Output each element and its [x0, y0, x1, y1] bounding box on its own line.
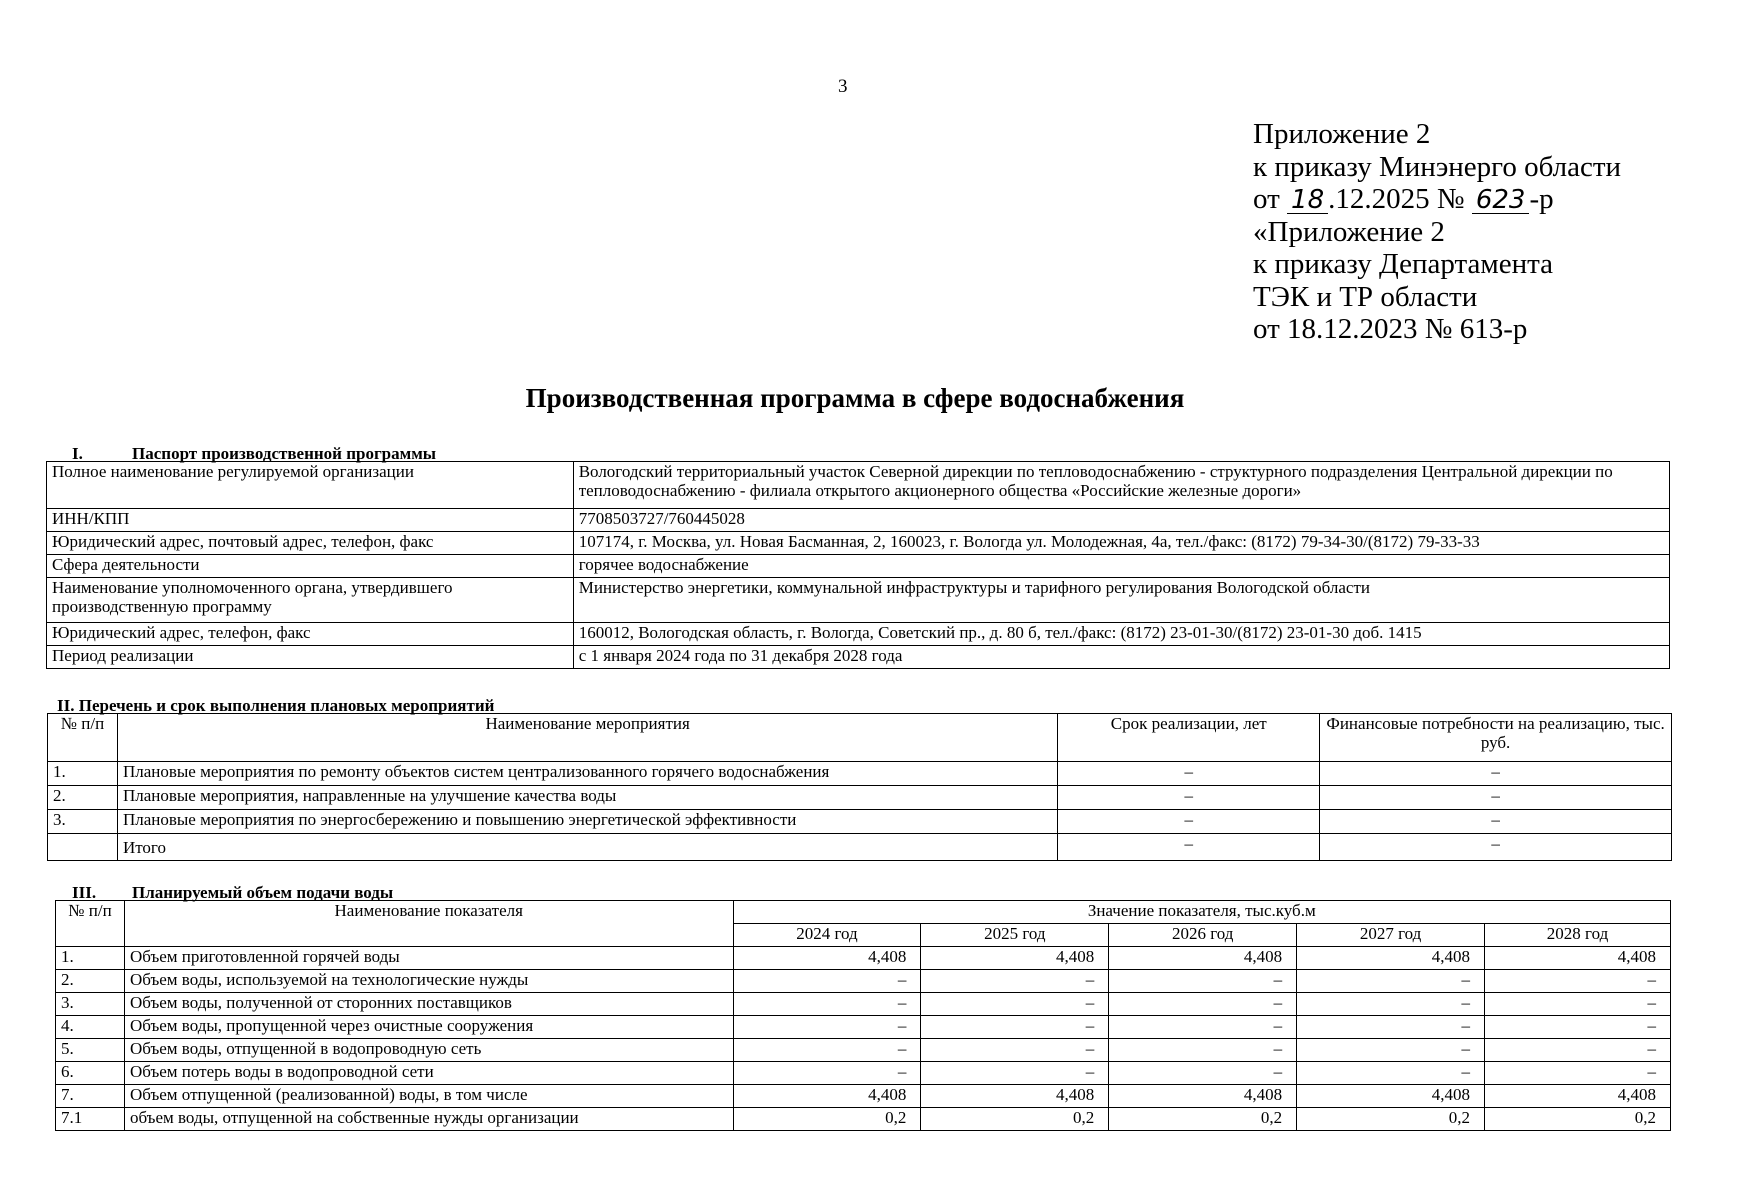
- indicator-name: объем воды, отпущенной на собственные нужды организации: [124, 1108, 733, 1131]
- section-1-number: I.: [72, 444, 83, 463]
- column-header-year: 2026 год: [1109, 924, 1297, 947]
- indicator-value: 4,408: [1109, 1085, 1297, 1108]
- table-row: [47, 578, 1670, 623]
- passport-label: Юридический адрес, телефон, факс: [47, 623, 574, 646]
- row-number: 7.: [56, 1085, 125, 1108]
- table-row: [48, 810, 1672, 834]
- column-header-number: № п/п: [56, 901, 125, 947]
- indicator-value: 4,408: [1297, 947, 1485, 970]
- indicator-value: –: [1297, 993, 1485, 1016]
- table-row: [56, 1062, 1671, 1085]
- appendix-order-line: [1253, 183, 1621, 216]
- row-number: 3.: [56, 993, 125, 1016]
- appendix-line: Приложение 2: [1253, 118, 1431, 150]
- table-row: [56, 993, 1671, 1016]
- indicator-value: 4,408: [1109, 947, 1297, 970]
- indicator-name: Объем отпущенной (реализованной) воды, в том числе: [124, 1085, 733, 1108]
- indicator-name: Объем потерь воды в водопроводной сети: [124, 1062, 733, 1085]
- table-row: [56, 1085, 1671, 1108]
- passport-label: Наименование уполномоченного органа, утвердившего производственную программу: [47, 578, 574, 623]
- row-number: 7.1: [56, 1108, 125, 1131]
- indicator-value: 4,408: [1297, 1085, 1485, 1108]
- measure-finance: –: [1320, 786, 1672, 810]
- passport-value: Министерство энергетики, коммунальной инфраструктуры и тарифного регулирования Вологодской области: [573, 578, 1669, 623]
- indicator-value: –: [921, 1039, 1109, 1062]
- section-3-number: III.: [72, 883, 97, 902]
- indicator-value: –: [1297, 970, 1485, 993]
- table-row: [56, 947, 1671, 970]
- row-number: 2.: [56, 970, 125, 993]
- indicator-value: 0,2: [1485, 1108, 1671, 1131]
- passport-label: Период реализации: [47, 646, 574, 669]
- order-day-handwritten: 18: [1287, 187, 1328, 214]
- table-row: [47, 555, 1670, 578]
- order-suffix: -р: [1529, 183, 1554, 215]
- indicator-value: 4,408: [1485, 1085, 1671, 1108]
- measure-name: Плановые мероприятия по ремонту объектов систем централизованного горячего водоснабжения: [117, 762, 1057, 786]
- indicator-value: 4,408: [1485, 947, 1671, 970]
- appendix-line: к приказу Минэнерго области: [1253, 150, 1622, 183]
- passport-label: Юридический адрес, почтовый адрес, телефон, факс: [47, 532, 574, 555]
- indicator-value: –: [1297, 1039, 1485, 1062]
- indicator-value: –: [1109, 993, 1297, 1016]
- indicator-value: –: [733, 1062, 921, 1085]
- row-number: 2.: [48, 786, 118, 810]
- indicator-value: –: [921, 1062, 1109, 1085]
- column-header-name: Наименование мероприятия: [117, 714, 1057, 762]
- passport-label: ИНН/КПП: [47, 509, 574, 532]
- indicator-name: Объем приготовленной горячей воды: [124, 947, 733, 970]
- passport-value: с 1 января 2024 года по 31 декабря 2028 года: [573, 646, 1669, 669]
- indicator-value: 0,2: [1109, 1108, 1297, 1131]
- measure-name: Итого: [117, 834, 1057, 861]
- table-header-row: [56, 901, 1671, 924]
- passport-value: 107174, г. Москва, ул. Новая Басманная, 2, 160023, г. Вологда ул. Молодежная, 4а, тел./факс: (8172) 79-34-30/(8172) 79-33-33: [573, 532, 1669, 555]
- passport-value: 7708503727/760445028: [573, 509, 1669, 532]
- indicator-name: Объем воды, пропущенной через очистные сооружения: [124, 1016, 733, 1039]
- column-header-indicator: Наименование показателя: [124, 901, 733, 947]
- appendix-header: [1253, 118, 1621, 346]
- page-number: 3: [838, 76, 848, 97]
- measure-term: –: [1058, 810, 1320, 834]
- row-number: 5.: [56, 1039, 125, 1062]
- passport-table: [46, 461, 1670, 669]
- measure-term: –: [1058, 762, 1320, 786]
- table-row: [56, 1016, 1671, 1039]
- indicator-value: –: [733, 1016, 921, 1039]
- indicator-value: 4,408: [733, 947, 921, 970]
- table-row: [48, 762, 1672, 786]
- column-header-year: 2025 год: [921, 924, 1109, 947]
- passport-label: Сфера деятельности: [47, 555, 574, 578]
- column-header-year: 2027 год: [1297, 924, 1485, 947]
- passport-label: Полное наименование регулируемой организации: [47, 462, 574, 509]
- measures-table: [47, 713, 1672, 861]
- measure-finance: –: [1320, 810, 1672, 834]
- indicator-value: –: [1485, 1039, 1671, 1062]
- section-3-heading: Планируемый объем подачи воды: [132, 883, 394, 902]
- indicator-value: 0,2: [1297, 1108, 1485, 1131]
- column-header-year: 2024 год: [733, 924, 921, 947]
- table-row: [48, 786, 1672, 810]
- appendix-line: «Приложение 2: [1253, 215, 1445, 248]
- table-row: [47, 646, 1670, 669]
- table-row: [47, 532, 1670, 555]
- indicator-value: 4,408: [921, 1085, 1109, 1108]
- indicator-value: –: [1297, 1062, 1485, 1085]
- indicator-value: –: [733, 1039, 921, 1062]
- measure-term: –: [1058, 834, 1320, 861]
- column-header-year: 2028 год: [1485, 924, 1671, 947]
- indicator-value: –: [1109, 1062, 1297, 1085]
- water-volume-table: [55, 900, 1671, 1131]
- passport-value: горячее водоснабжение: [573, 555, 1669, 578]
- indicator-value: –: [1485, 970, 1671, 993]
- indicator-value: –: [921, 970, 1109, 993]
- measure-term: –: [1058, 786, 1320, 810]
- appendix-line: ТЭК и ТР области: [1253, 280, 1478, 313]
- table-row: [56, 970, 1671, 993]
- indicator-value: –: [1485, 1062, 1671, 1085]
- table-row: [48, 834, 1672, 861]
- row-number: 1.: [56, 947, 125, 970]
- indicator-value: 0,2: [733, 1108, 921, 1131]
- order-number-handwritten: 623: [1472, 187, 1530, 214]
- indicator-value: –: [1485, 1016, 1671, 1039]
- indicator-name: Объем воды, используемой на технологические нужды: [124, 970, 733, 993]
- document-title: Производственная программа в сфере водоснабжения: [525, 383, 1185, 413]
- indicator-value: 4,408: [921, 947, 1109, 970]
- measure-name: Плановые мероприятия, направленные на улучшение качества воды: [117, 786, 1057, 810]
- passport-value: Вологодский территориальный участок Северной дирекции по тепловодоснабжению - структурного подразделения Центральной дирекции по тепловодоснабжению - филиала открытого акционерного общества «Российские железные дороги»: [573, 462, 1669, 509]
- indicator-value: –: [1297, 1016, 1485, 1039]
- column-header-term: Срок реализации, лет: [1058, 714, 1320, 762]
- indicator-value: –: [921, 1016, 1109, 1039]
- table-row: [56, 1039, 1671, 1062]
- row-number: 6.: [56, 1062, 125, 1085]
- order-date: .12.2025 №: [1328, 183, 1465, 215]
- measure-finance: –: [1320, 834, 1672, 861]
- appendix-line: от 18.12.2023 № 613-р: [1253, 313, 1528, 345]
- indicator-value: 0,2: [921, 1108, 1109, 1131]
- column-header-value: Значение показателя, тыс.куб.м: [733, 901, 1670, 924]
- indicator-value: –: [1485, 993, 1671, 1016]
- section-2-title: II. Перечень и срок выполнения плановых мероприятий: [57, 696, 495, 715]
- row-number: 4.: [56, 1016, 125, 1039]
- indicator-value: –: [733, 970, 921, 993]
- indicator-name: Объем воды, отпущенной в водопроводную сеть: [124, 1039, 733, 1062]
- table-row: [47, 462, 1670, 509]
- indicator-value: –: [921, 993, 1109, 1016]
- appendix-line: к приказу Департамента: [1253, 248, 1554, 280]
- indicator-value: –: [1109, 1039, 1297, 1062]
- table-row: [47, 623, 1670, 646]
- passport-value: 160012, Вологодская область, г. Вологда, Советский пр., д. 80 б, тел./факс: (8172) 23-01-30/(8172) 23-01-30 доб. 1415: [573, 623, 1669, 646]
- indicator-name: Объем воды, полученной от сторонних поставщиков: [124, 993, 733, 1016]
- measure-name: Плановые мероприятия по энергосбережению и повышению энергетической эффективности: [117, 810, 1057, 834]
- measure-finance: –: [1320, 762, 1672, 786]
- order-date-prefix: от: [1253, 183, 1280, 215]
- column-header-finance: Финансовые потребности на реализацию, тыс. руб.: [1320, 714, 1672, 762]
- indicator-value: –: [1109, 970, 1297, 993]
- row-number: [48, 834, 118, 861]
- table-row: [47, 509, 1670, 532]
- row-number: 1.: [48, 762, 118, 786]
- table-row: [56, 1108, 1671, 1131]
- table-header-row: [48, 714, 1672, 762]
- column-header-number: № п/п: [48, 714, 118, 762]
- section-1-heading: Паспорт производственной программы: [132, 444, 437, 463]
- indicator-value: 4,408: [733, 1085, 921, 1108]
- indicator-value: –: [1109, 1016, 1297, 1039]
- indicator-value: –: [733, 993, 921, 1016]
- row-number: 3.: [48, 810, 118, 834]
